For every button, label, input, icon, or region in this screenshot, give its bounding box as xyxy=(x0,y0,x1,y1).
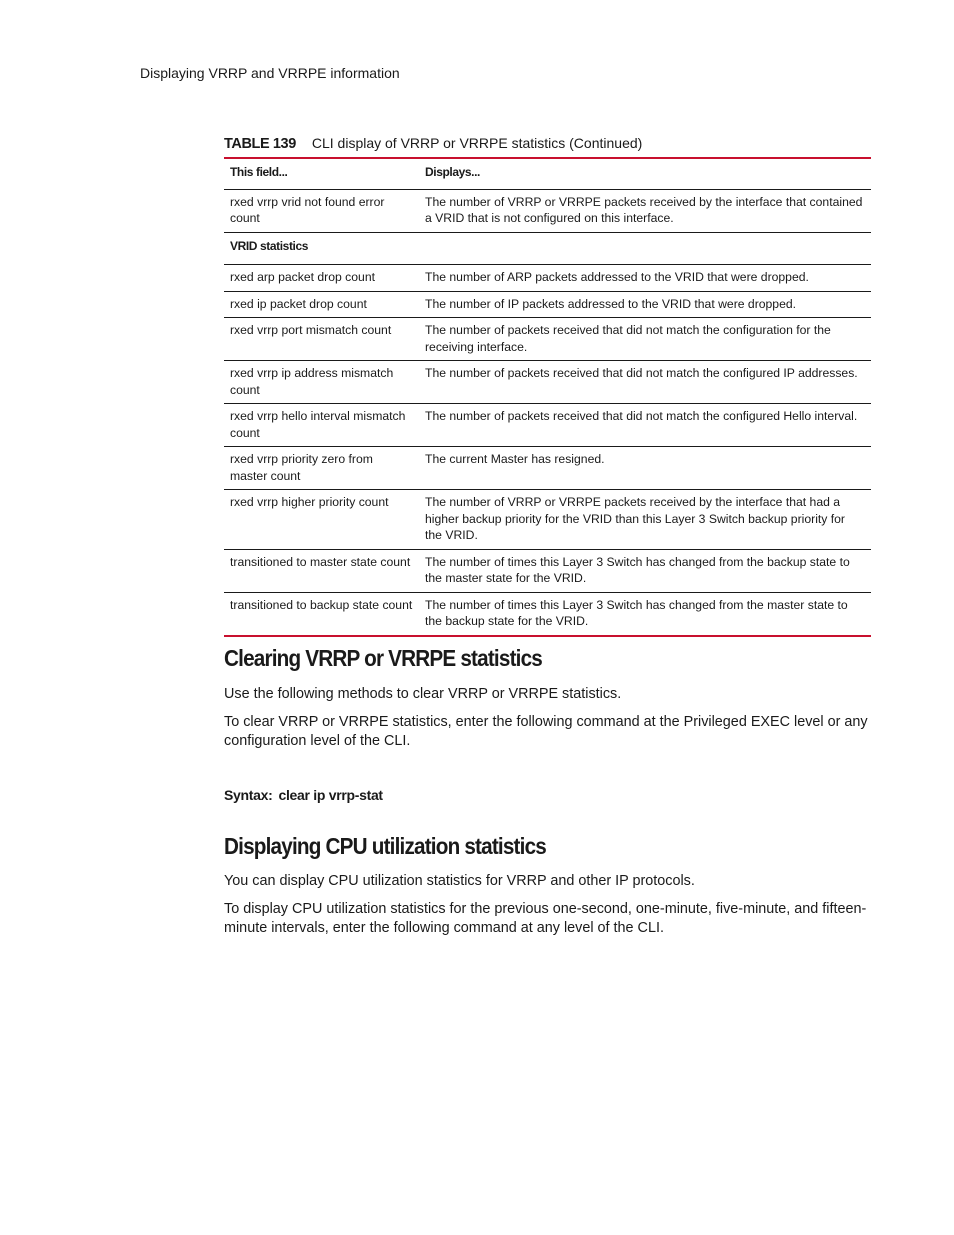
displays-cell: The number of packets received that did not match the configured Hello interval. xyxy=(419,404,871,447)
table-row xyxy=(224,189,871,232)
displays-cell: The number of VRRP or VRRPE packets received by the interface that contained a VRID that is not configured on this interface. xyxy=(419,189,871,232)
column-header-displays: Displays... xyxy=(419,158,871,189)
field-cell: rxed ip packet drop count xyxy=(224,291,419,318)
section-label: VRID statistics xyxy=(224,232,871,265)
table-row xyxy=(224,404,871,447)
clearing-paragraph-1: Use the following methods to clear VRRP or VRRPE statistics. xyxy=(224,686,622,702)
field-cell: rxed arp packet drop count xyxy=(224,265,419,292)
field-cell: rxed vrrp higher priority count xyxy=(224,490,419,550)
clearing-paragraph-2: To clear VRRP or VRRPE statistics, enter the following command at the Privileged EXEC level or any configuration level of the CLI. xyxy=(224,714,868,749)
statistics-table xyxy=(224,157,871,637)
field-cell: rxed vrrp hello interval mismatch count xyxy=(224,404,419,447)
table-row xyxy=(224,549,871,592)
displays-cell: The number of VRRP or VRRPE packets received by the interface that had a higher backup priority for the VRID than this Layer 3 Switch backup priority for the VRID. xyxy=(419,490,871,550)
displays-cell: The number of packets received that did not match the configured IP addresses. xyxy=(419,361,871,404)
table-row xyxy=(224,265,871,292)
displays-cell: The number of ARP packets addressed to the VRID that were dropped. xyxy=(419,265,871,292)
syntax-command: clear ip vrrp-stat xyxy=(278,787,383,803)
table-section-row xyxy=(224,232,871,265)
cpu-heading: Displaying CPU utilization statistics xyxy=(224,833,547,859)
cpu-paragraph-1: You can display CPU utilization statistics for VRRP and other IP protocols. xyxy=(224,873,695,889)
displays-cell: The number of IP packets addressed to the VRID that were dropped. xyxy=(419,291,871,318)
table-row xyxy=(224,490,871,550)
displays-cell: The number of packets received that did not match the configuration for the receiving interface. xyxy=(419,318,871,361)
field-cell: rxed vrrp vrid not found error count xyxy=(224,189,419,232)
running-header: Displaying VRRP and VRRPE information xyxy=(140,65,400,81)
syntax-label: Syntax: xyxy=(224,787,273,803)
field-cell: transitioned to backup state count xyxy=(224,592,419,636)
column-header-field: This field... xyxy=(224,158,419,189)
displays-cell: The number of times this Layer 3 Switch has changed from the backup state to the master state for the VRID. xyxy=(419,549,871,592)
field-cell: transitioned to master state count xyxy=(224,549,419,592)
field-cell: rxed vrrp port mismatch count xyxy=(224,318,419,361)
field-cell: rxed vrrp priority zero from master count xyxy=(224,447,419,490)
table-row xyxy=(224,361,871,404)
table-row xyxy=(224,291,871,318)
cpu-paragraph-2: To display CPU utilization statistics for the previous one-second, one-minute, five-minute, and fifteen-minute intervals, enter the following command at any level of the CLI. xyxy=(224,901,867,936)
syntax-line xyxy=(224,787,383,803)
displays-cell: The current Master has resigned. xyxy=(419,447,871,490)
table-header-row xyxy=(224,158,871,189)
table-caption xyxy=(224,135,642,152)
table-caption-text: CLI display of VRRP or VRRPE statistics (Continued) xyxy=(311,135,643,151)
table-row xyxy=(224,592,871,636)
clearing-heading: Clearing VRRP or VRRPE statistics xyxy=(224,645,542,671)
table-row xyxy=(224,447,871,490)
displays-cell: The number of times this Layer 3 Switch has changed from the master state to the backup state for the VRID. xyxy=(419,592,871,636)
field-cell: rxed vrrp ip address mismatch count xyxy=(224,361,419,404)
table-row xyxy=(224,318,871,361)
table-number: TABLE 139 xyxy=(224,136,296,152)
